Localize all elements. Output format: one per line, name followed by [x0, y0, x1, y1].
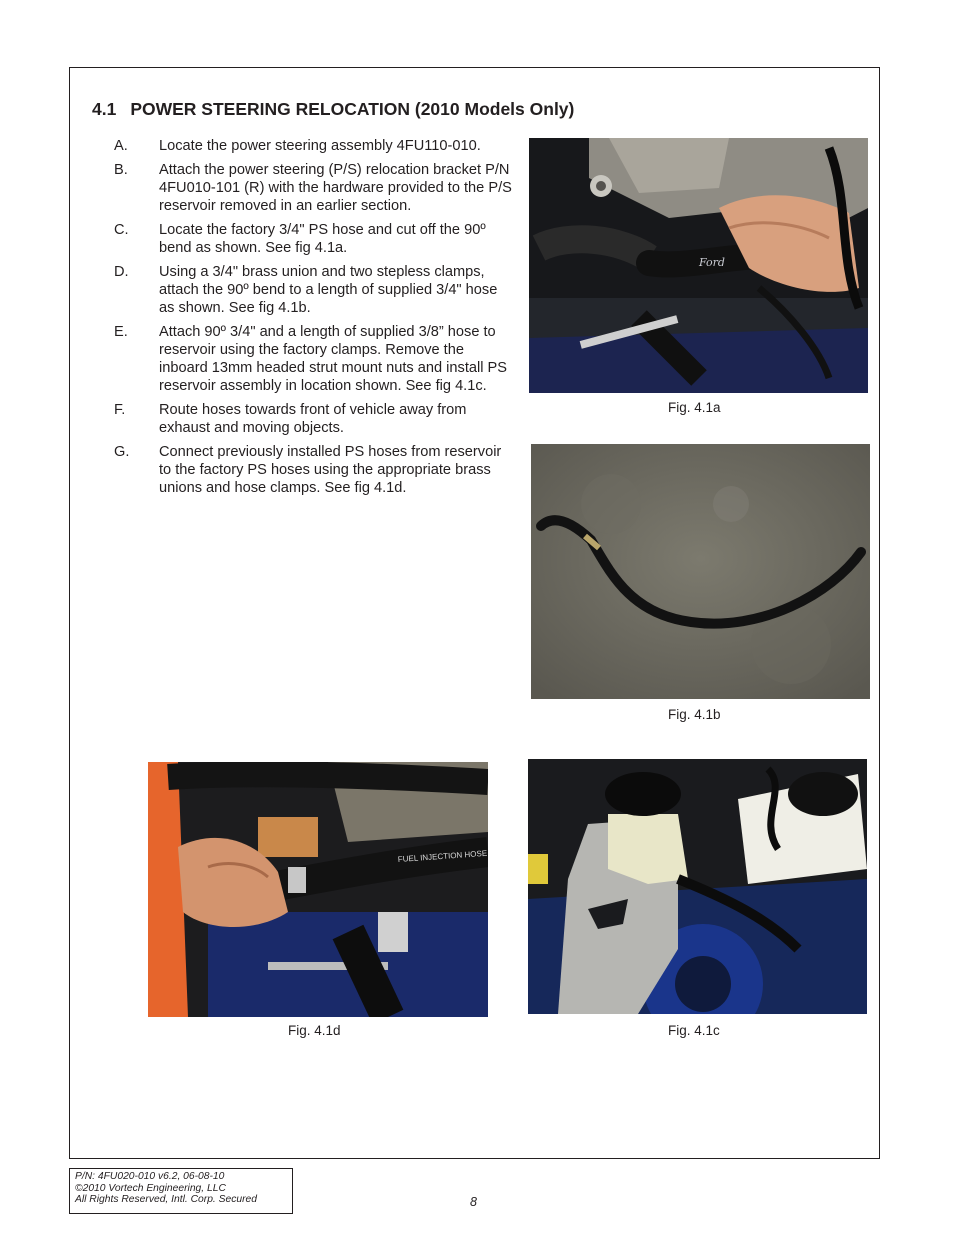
figure-4-1d-photo: [148, 762, 488, 1017]
step-text: Locate the factory 3/4" PS hose and cut off the 90º bend as shown. See fig 4.1a.: [159, 222, 486, 256]
figure-4-1a-photo: [529, 138, 868, 393]
list-item: [114, 263, 514, 317]
section-heading: [92, 99, 574, 120]
step-letter: C.: [114, 222, 129, 238]
step-text: Using a 3/4" brass union and two stepless clamps, attach the 90º bend to a length of supplied 3/4" hose as shown. See fig 4.1b.: [159, 264, 498, 316]
rights-notice: All Rights Reserved, Intl. Corp. Secured: [75, 1194, 257, 1205]
list-item: [114, 137, 514, 155]
section-number: 4.1: [92, 99, 117, 119]
section-title: POWER STEERING RELOCATION (2010 Models Only): [130, 99, 575, 119]
list-item: [114, 401, 514, 437]
step-letter: D.: [114, 264, 129, 280]
figure-4-1b-photo: [531, 444, 870, 699]
step-text: Locate the power steering assembly 4FU110-010.: [159, 138, 481, 154]
copyright: ©2010 Vortech Engineering, LLC: [75, 1182, 226, 1194]
step-text: Route hoses towards front of vehicle away from exhaust and moving objects.: [159, 402, 467, 436]
figure-caption: Fig. 4.1a: [668, 400, 721, 415]
list-item: [114, 221, 514, 257]
step-letter: B.: [114, 162, 128, 178]
figure-caption: Fig. 4.1d: [288, 1023, 341, 1038]
part-number: P/N: 4FU020-010 v6.2, 06-08-10: [75, 1171, 225, 1182]
list-item: [114, 161, 514, 215]
hose-label-text: FUEL INJECTION HOSE: [397, 848, 488, 864]
step-text: Attach the power steering (P/S) relocation bracket P/N 4FU010-101 (R) with the hardware provided to the P/S reservoir removed in an earlier section.: [159, 162, 512, 214]
figure-caption: Fig. 4.1b: [668, 707, 721, 722]
page-number: 8: [470, 1195, 477, 1209]
figure-caption: Fig. 4.1c: [668, 1023, 720, 1038]
step-letter: G.: [114, 444, 130, 460]
step-letter: E.: [114, 324, 128, 340]
step-text: Attach 90º 3/4" and a length of supplied 3/8” hose to reservoir using the factory clamps. Remove the inboard 13mm headed strut mount nuts and install PS reservoir assembly in location shown. See fig 4.1c.: [159, 324, 508, 394]
instruction-list: [114, 137, 514, 503]
step-letter: F.: [114, 402, 126, 418]
step-letter: A.: [114, 138, 128, 154]
footer-info-box: [69, 1168, 293, 1214]
step-text: Connect previously installed PS hoses from reservoir to the factory PS hoses using the appropriate brass unions and hose clamps. See fig 4.1d.: [159, 444, 502, 496]
list-item: [114, 323, 514, 395]
list-item: [114, 443, 514, 497]
figure-4-1c-photo: [528, 759, 867, 1014]
hose-brand-text: Ford: [699, 256, 725, 269]
